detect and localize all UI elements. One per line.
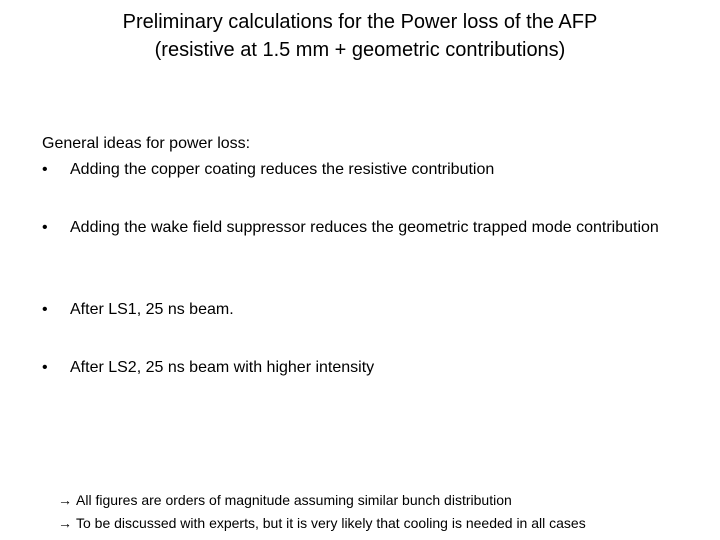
- bullet-item: [42, 356, 682, 380]
- bullet-text: Adding the copper coating reduces the resistive contribution: [70, 161, 495, 178]
- slide-title-line-1: Preliminary calculations for the Power loss of the AFP: [122, 11, 598, 33]
- bullet-icon: •: [42, 301, 48, 318]
- slide-title: [0, 8, 720, 64]
- bullet-icon: •: [42, 359, 48, 376]
- bullet-item: [42, 216, 682, 240]
- bullet-icon: •: [42, 161, 48, 178]
- bullet-item: [42, 158, 682, 182]
- arrow-right-icon: →: [58, 492, 72, 508]
- bullet-text: Adding the wake field suppressor reduces the geometric trapped mode contribution: [70, 219, 659, 236]
- intro-text: General ideas for power loss:: [42, 135, 251, 152]
- arrow-right-icon: →: [58, 515, 72, 531]
- note-text: All figures are orders of magnitude assuming similar bunch distribution: [76, 492, 512, 508]
- note-line: [58, 513, 586, 533]
- bullet-icon: •: [42, 219, 48, 236]
- bullet-item: [42, 298, 682, 322]
- note-line: [58, 490, 512, 510]
- note-text: To be discussed with experts, but it is very likely that cooling is needed in all cases: [76, 515, 586, 531]
- slide-title-line-2: (resistive at 1.5 mm + geometric contributions): [154, 39, 566, 61]
- bullet-text: After LS2, 25 ns beam with higher intensity: [70, 359, 375, 376]
- bullet-text: After LS1, 25 ns beam.: [70, 301, 234, 318]
